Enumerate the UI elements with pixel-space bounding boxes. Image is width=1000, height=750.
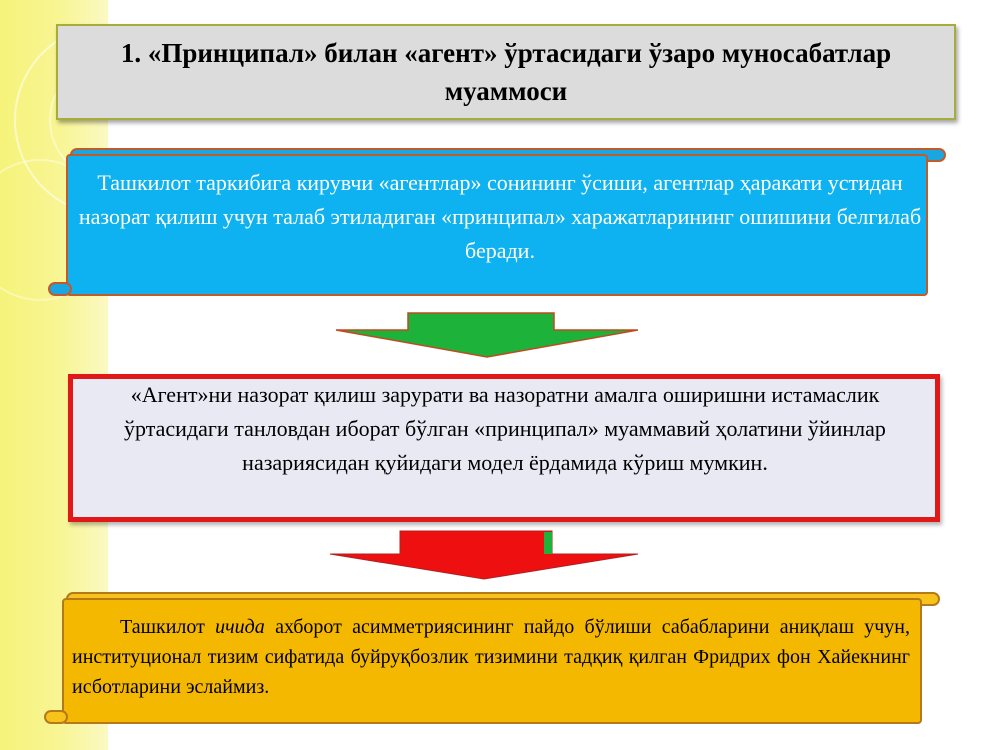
yellow-text-italic: ичида [215,616,265,638]
blue-box-text: Ташкилот таркибига кирувчи «агентлар» сонининг ўсиши, агентлар ҳаракати устидан назорат қилиш учун талаб этиладиган «принципал» харажатларининг ошишини белгилаб беради. [78,170,922,263]
red-box-text: «Агент»ни назорат қилиш зарурати ва назоратни амалга оширишни истамаслик ўртасидаги танловдан иборат бўлган «принципал» муаммавий ҳолатини ўйинлар назариясидан қуйидаги модел ёрдамида кўриш мумкин. [124,382,886,475]
yellow-text-start: Ташкилот [120,616,216,638]
slide-title-box [56,24,956,120]
slide-title: 1. «Принципал» билан «агент» ўртасидаги ўзаро муносабатлар муаммоси [120,38,892,106]
red-down-arrow [328,530,640,580]
green-down-arrow [334,312,640,358]
yellow-box-text [72,612,910,702]
yellow-text-rest: ахборот асимметриясининг пайдо бўлиши сабабларини аниқлаш учун, институционал тизим сифатида буйруқбозлик тизимини тадқиқ қилган Фридрих фон Хайекнинг исботларини эслаймиз. [72,616,910,698]
